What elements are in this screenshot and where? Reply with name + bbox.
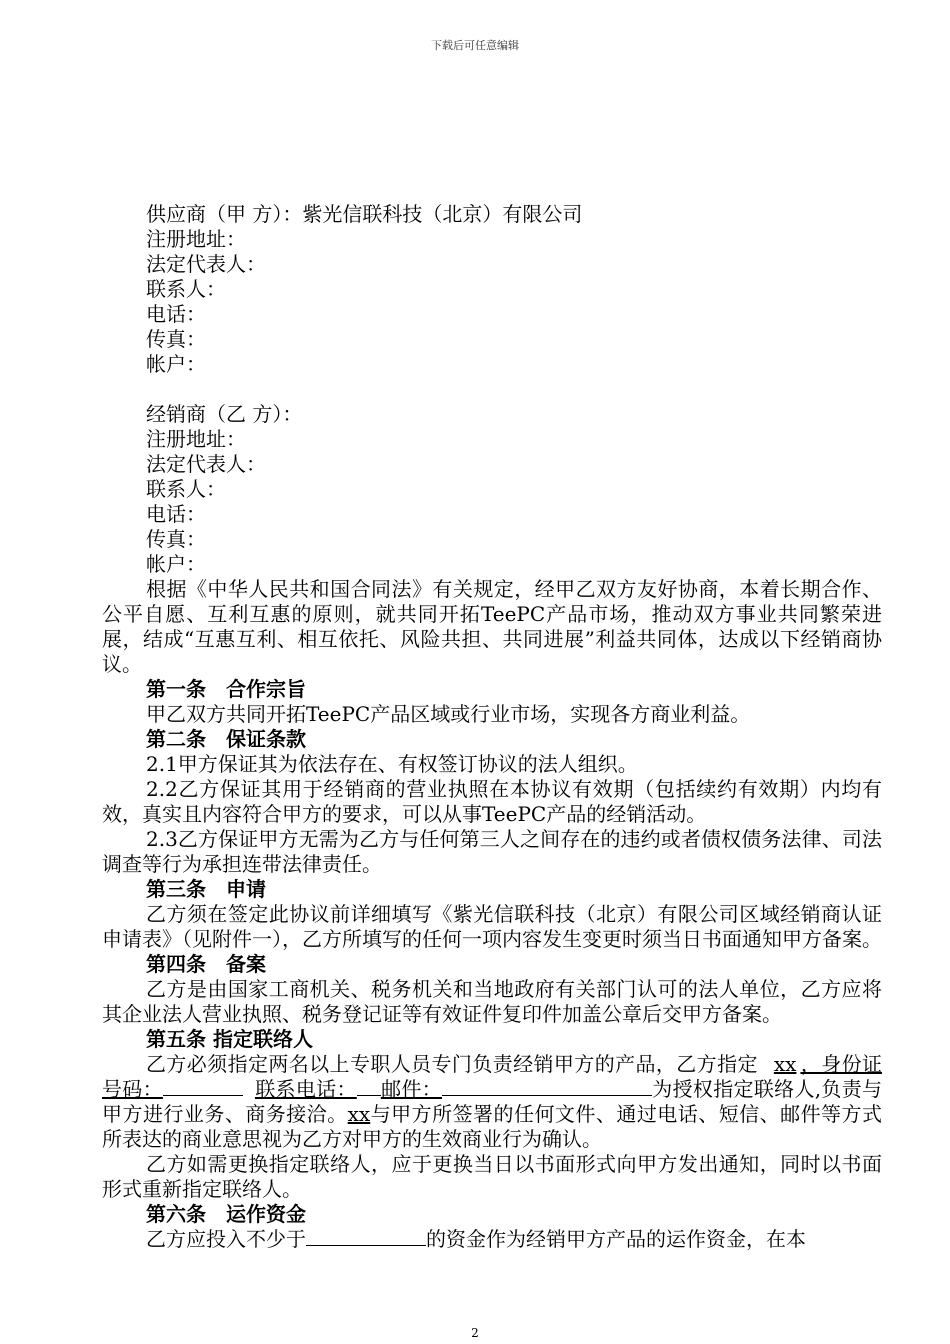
- capital-amount-blank: [306, 1227, 426, 1246]
- article-3-heading: 第三条 申请: [146, 877, 266, 901]
- party-b-title: 经销商（乙 方）：: [146, 402, 303, 426]
- party-b-legal-rep: 法定代表人：: [146, 452, 266, 476]
- article-5-text: 乙方必须指定两名以上专职人员专门负责经销甲方的产品，乙方指定 xx ，身份证号码： 联系电话： 邮件： 为授权指定联络人,负责与甲方进行业务、商务接洽。xx与甲方所签署的任何文件、通过电话、短信、邮件等方式所表达的商业意思视为乙方对甲方的生效商业行为确认。: [102, 1052, 883, 1151]
- article-2-heading: 第二条 保证条款: [146, 727, 306, 751]
- article-6-text: 乙方应投入不少于 的资金作为经销甲方产品的运作资金，在本: [146, 1227, 806, 1251]
- party-a-account: 帐户：: [146, 352, 206, 376]
- article-1-heading: 第一条 合作宗旨: [146, 677, 306, 701]
- document-body: [102, 202, 882, 1252]
- party-a-address: 注册地址：: [146, 227, 246, 251]
- party-a-phone: 电话：: [146, 302, 206, 326]
- page-number: 2: [471, 1326, 479, 1340]
- party-b-fax: 传真：: [146, 527, 206, 551]
- article-5-heading: 第五条 指定联络人: [146, 1027, 313, 1051]
- party-b-address: 注册地址：: [146, 427, 246, 451]
- id-number-blank: [163, 1077, 243, 1096]
- party-a-legal-rep: 法定代表人：: [146, 252, 266, 276]
- article-4-heading: 第四条 备案: [146, 952, 266, 976]
- party-b-contact: 联系人：: [146, 477, 226, 501]
- article-2-clause-3: 2.3乙方保证甲方无需为乙方与任何第三人之间存在的违约或者债权债务法律、司法调查等行为承担连带法律责任。: [102, 827, 882, 876]
- intro-paragraph: 根据《中华人民共和国合同法》有关规定，经甲乙双方友好协商，本着长期合作、公平自愿、互利互惠的原则，就共同开拓TeePC产品市场，推动双方事业共同繁荣进展，结成“互惠互利、相互依托、风险共担、共同进展”利益共同体，达成以下经销商协议。: [102, 577, 882, 676]
- page-header: 下载后可任意编辑: [431, 39, 519, 52]
- article-2-clause-1: 2.1甲方保证其为依法存在、有权签订协议的法人组织。: [146, 752, 638, 776]
- designated-name-field: xx: [773, 1052, 797, 1076]
- article-3-text: 乙方须在签定此协议前详细填写《紫光信联科技（北京）有限公司区域经销商认证申请表》（见附件一），乙方所填写的任何一项内容发生变更时须当日书面通知甲方备案。: [102, 902, 882, 951]
- article-1-text: 甲乙双方共同开拓TeePC产品区域或行业市场，实现各方商业利益。: [146, 702, 751, 726]
- party-a-contact: 联系人：: [146, 277, 226, 301]
- article-4-text: 乙方是由国家工商机关、税务机关和当地政府有关部门认可的法人单位，乙方应将其企业法人营业执照、税务登记证等有效证件复印件加盖公章后交甲方备案。: [102, 977, 882, 1026]
- party-b-phone: 电话：: [146, 502, 206, 526]
- article-2-clause-2: 2.2乙方保证其用于经销商的营业执照在本协议有效期（包括续约有效期）内均有效，真实且内容符合甲方的要求，可以从事TeePC产品的经销活动。: [102, 777, 882, 826]
- article-5-change-text: 乙方如需更换指定联络人，应于更换当日以书面形式向甲方发出通知，同时以书面形式重新指定联络人。: [102, 1152, 882, 1201]
- phone-blank: [357, 1077, 381, 1096]
- party-a-fax: 传真：: [146, 327, 206, 351]
- email-blank: [442, 1077, 652, 1096]
- article-6-heading: 第六条 运作资金: [146, 1202, 306, 1226]
- party-a-title: 供应商（甲 方）：紫光信联科技（北京）有限公司: [146, 202, 583, 226]
- designated-name-ref: xx: [347, 1102, 371, 1126]
- party-b-account: 帐户：: [146, 552, 206, 576]
